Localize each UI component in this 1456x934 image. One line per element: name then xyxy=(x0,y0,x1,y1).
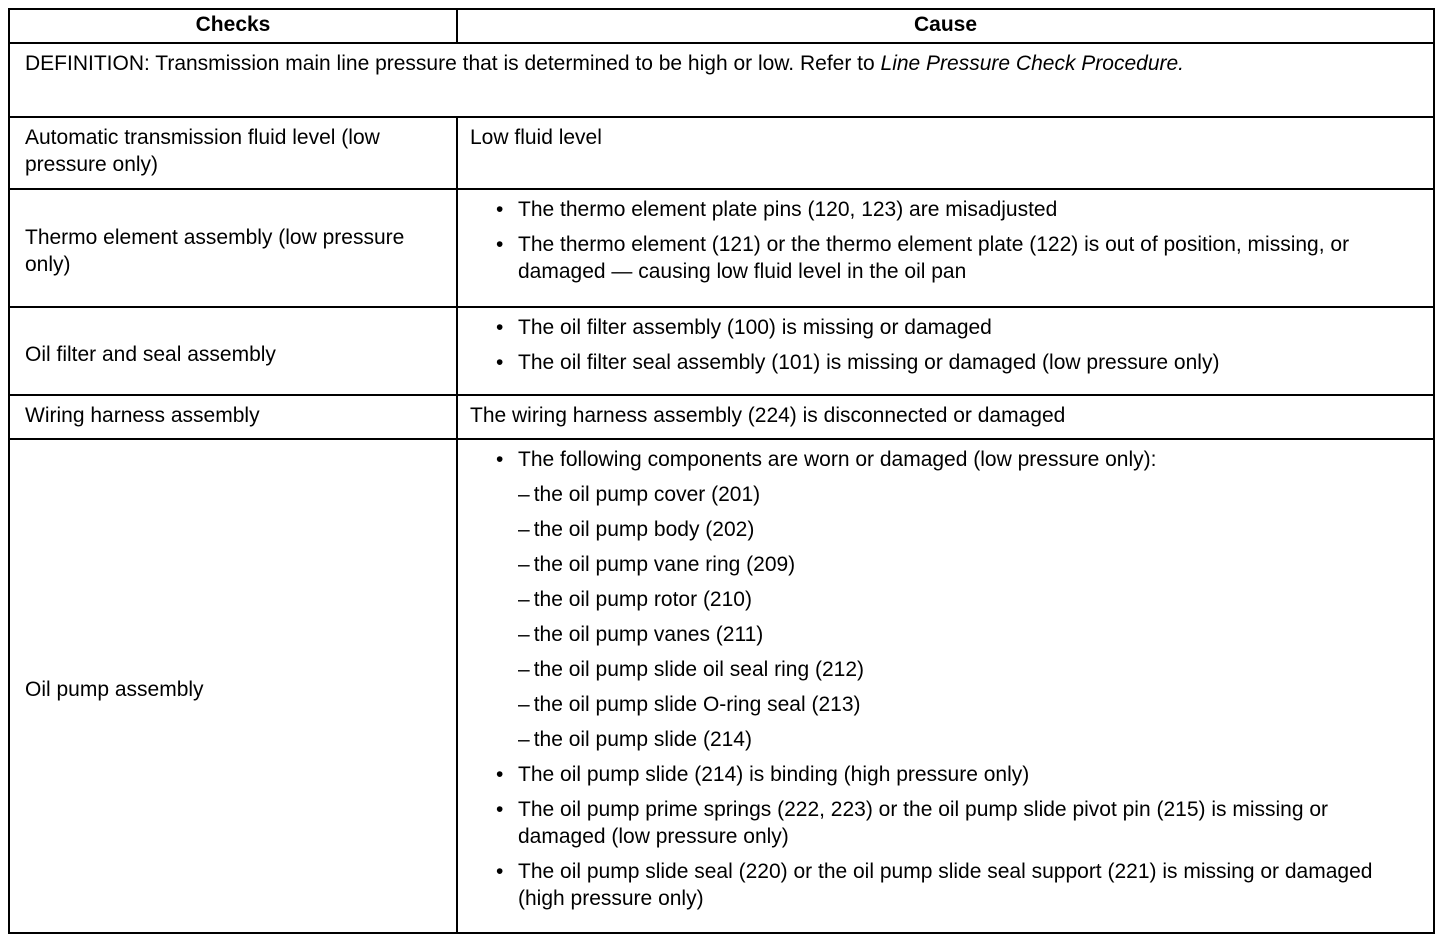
check-cell: Oil filter and seal assembly xyxy=(9,307,457,395)
bullet-icon: • xyxy=(496,860,504,883)
sub-item-text: the oil pump slide oil seal ring (212) xyxy=(533,658,865,681)
table-row xyxy=(9,395,1434,439)
bullet-icon: • xyxy=(496,316,504,339)
sub-item-text: the oil pump slide (214) xyxy=(533,728,752,751)
bullet-text: The oil pump slide (214) is binding (high pressure only) xyxy=(518,763,1030,786)
bullet-text: The thermo element plate pins (120, 123) are misadjusted xyxy=(518,198,1058,221)
bullet-icon: • xyxy=(496,798,504,821)
list-item xyxy=(470,858,1419,912)
diagnostic-table xyxy=(8,8,1435,934)
bullet-icon: • xyxy=(496,763,504,786)
sub-list-item xyxy=(518,726,1419,753)
list-item xyxy=(470,196,1419,223)
list-item xyxy=(470,314,1419,341)
cause-bullet-list xyxy=(470,446,1419,912)
sub-list-item xyxy=(518,621,1419,648)
table-row xyxy=(9,439,1434,933)
check-cell: Oil pump assembly xyxy=(9,439,457,933)
check-cell: Automatic transmission fluid level (low pressure only) xyxy=(9,117,457,189)
list-item xyxy=(470,796,1419,850)
dash-icon: – xyxy=(518,588,530,611)
bullet-text: The thermo element (121) or the thermo element plate (122) is out of position, missing, or damaged — causing low fluid level in the oil pan xyxy=(518,233,1350,283)
cause-cell xyxy=(457,439,1434,933)
definition-cell xyxy=(9,43,1434,117)
sub-item-text: the oil pump vane ring (209) xyxy=(533,553,796,576)
checks-column-header: Checks xyxy=(9,9,457,43)
bullet-text: The oil pump slide seal (220) or the oil pump slide seal support (221) is missing or damaged (high pressure only) xyxy=(518,860,1373,910)
list-item xyxy=(470,446,1419,753)
bullet-text: The oil pump prime springs (222, 223) or the oil pump slide pivot pin (215) is missing or damaged (low pressure only) xyxy=(518,798,1329,848)
sub-item-text: the oil pump cover (201) xyxy=(533,483,761,506)
list-item xyxy=(470,349,1419,376)
sub-list-item xyxy=(518,551,1419,578)
bullet-text: The oil filter seal assembly (101) is missing or damaged (low pressure only) xyxy=(518,351,1220,374)
sub-item-text: the oil pump slide O-ring seal (213) xyxy=(533,693,861,716)
table-row xyxy=(9,117,1434,189)
definition-text: DEFINITION: Transmission main line pressure that is determined to be high or low. Refer to xyxy=(25,52,881,75)
bullet-icon: • xyxy=(496,448,504,471)
bullet-icon: • xyxy=(496,198,504,221)
definition-row xyxy=(9,43,1434,117)
check-cell: Thermo element assembly (low pressure only) xyxy=(9,189,457,307)
sub-item-text: the oil pump vanes (211) xyxy=(533,623,764,646)
sub-list-item xyxy=(518,691,1419,718)
cause-bullet-list xyxy=(470,196,1419,285)
header-row xyxy=(9,9,1434,43)
cause-cell xyxy=(457,307,1434,395)
sub-list-item xyxy=(518,516,1419,543)
cause-cell: Low fluid level xyxy=(457,117,1434,189)
sub-list-item xyxy=(518,586,1419,613)
dash-icon: – xyxy=(518,483,530,506)
cause-column-header: Cause xyxy=(457,9,1434,43)
bullet-icon: • xyxy=(496,233,504,256)
dash-icon: – xyxy=(518,693,530,716)
bullet-text: The oil filter assembly (100) is missing or damaged xyxy=(518,316,992,339)
bullet-icon: • xyxy=(496,351,504,374)
dash-icon: – xyxy=(518,553,530,576)
cause-bullet-list xyxy=(470,314,1419,376)
list-item xyxy=(470,761,1419,788)
sub-list-item xyxy=(518,481,1419,508)
sub-item-text: the oil pump rotor (210) xyxy=(533,588,752,611)
sub-item-text: the oil pump body (202) xyxy=(533,518,755,541)
bullet-text: The following components are worn or damaged (low pressure only): xyxy=(518,448,1157,471)
component-sub-list xyxy=(518,481,1419,753)
table-row xyxy=(9,307,1434,395)
line-pressure-check-procedure-ref: Line Pressure Check Procedure. xyxy=(880,52,1185,75)
dash-icon: – xyxy=(518,658,530,681)
dash-icon: – xyxy=(518,518,530,541)
dash-icon: – xyxy=(518,728,530,751)
list-item xyxy=(470,231,1419,285)
cause-cell: The wiring harness assembly (224) is disconnected or damaged xyxy=(457,395,1434,439)
dash-icon: – xyxy=(518,623,530,646)
table-row xyxy=(9,189,1434,307)
check-cell: Wiring harness assembly xyxy=(9,395,457,439)
cause-cell xyxy=(457,189,1434,307)
sub-list-item xyxy=(518,656,1419,683)
